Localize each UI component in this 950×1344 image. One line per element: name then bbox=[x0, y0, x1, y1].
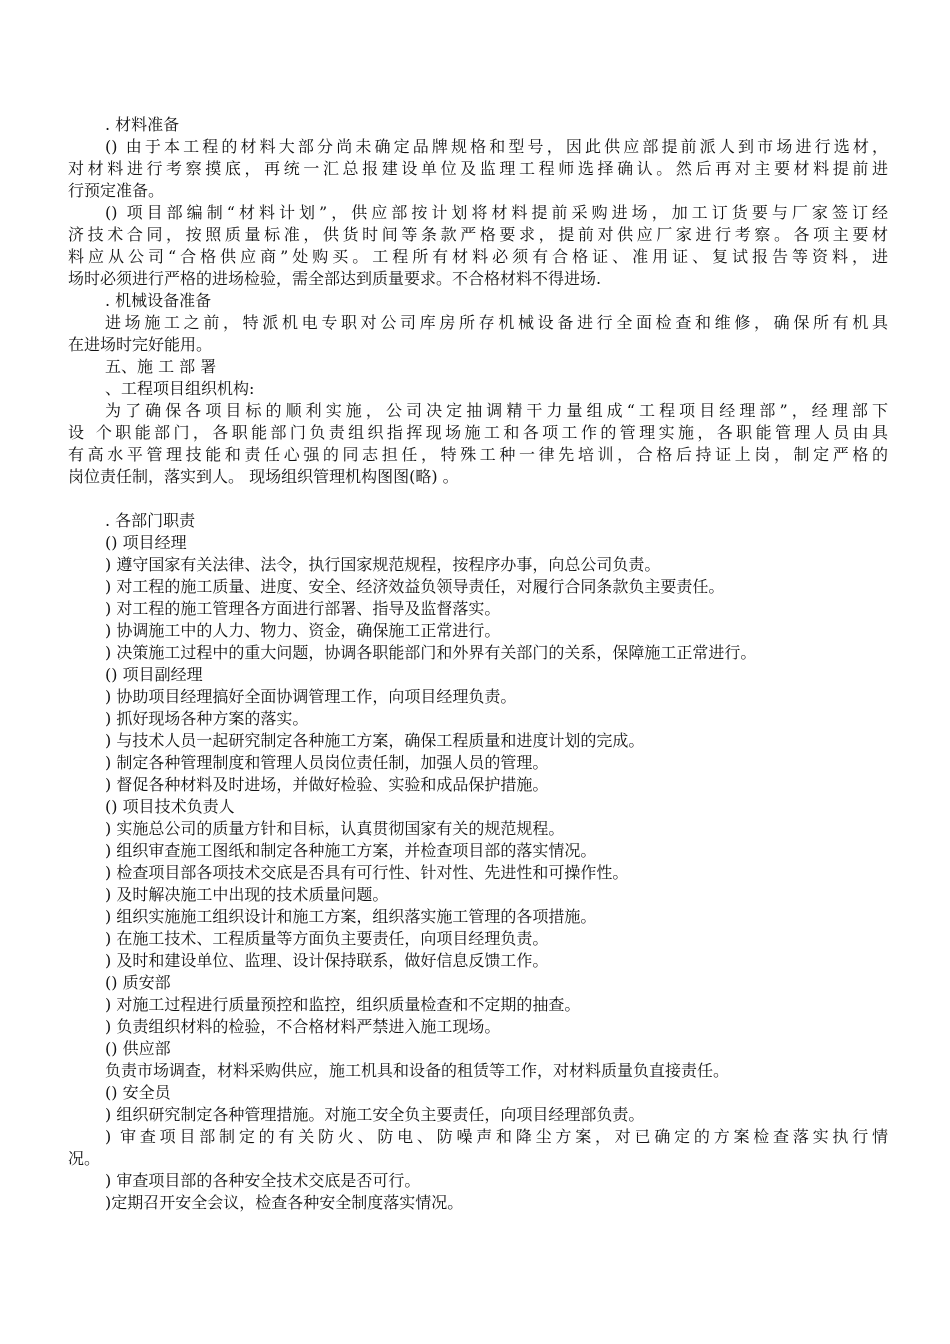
text-line: ) 及时和建设单位、监理、设计保持联系，做好信息反馈工作。 bbox=[105, 951, 549, 970]
text-line: 行预定准备。 bbox=[68, 181, 165, 200]
text-line: ) 与技术人员一起研究制定各种施工方案，确保工程质量和进度计划的完成。 bbox=[105, 731, 645, 750]
text-line: ) 检查项目部各项技术交底是否具有可行性、针对性、先进性和可操作性。 bbox=[105, 863, 629, 882]
text-line: 在进场时完好能用。 bbox=[68, 335, 213, 354]
text-line: ) 负责组织材料的检验，不合格材料严禁进入施工现场。 bbox=[105, 1017, 501, 1036]
text-line: () 质安部 bbox=[105, 973, 171, 992]
text-line: )定期召开安全会议，检查各种安全制度落实情况。 bbox=[105, 1193, 464, 1212]
text-line: ) 督促各种材料及时进场，并做好检验、实验和成品保护措施。 bbox=[105, 775, 549, 794]
text-line: ) 抓好现场各种方案的落实。 bbox=[105, 709, 309, 728]
text-line: . 各部门职责 bbox=[105, 511, 196, 530]
text-line: ) 审查项目部的各种安全技术交底是否可行。 bbox=[105, 1171, 421, 1190]
text-line: ) 对工程的施工质量、进度、安全、经济效益负领导责任，对履行合同条款负主要责任。 bbox=[105, 577, 725, 596]
text-line: ) 实施总公司的质量方针和目标，认真贯彻国家有关的规范规程。 bbox=[105, 819, 565, 838]
text-line: ) 协助项目经理搞好全面协调管理工作，向项目经理负责。 bbox=[105, 687, 517, 706]
text-line: 场时必须进行严格的进场检验，需全部达到质量要求。不合格材料不得进场. bbox=[68, 269, 602, 288]
text-line: ) 在施工技术、工程质量等方面负主要责任，向项目经理负责。 bbox=[105, 929, 549, 948]
text-line: 设 个职能部门，各职能部门负责组织指挥现场施工和各项工作的管理实施，各职能管理人员由具 bbox=[68, 423, 888, 442]
text-line: 为了确保各项目标的顺利实施，公司决定抽调精干力量组成“工程项目经理部”，经理部下 bbox=[105, 401, 888, 420]
document-page bbox=[68, 114, 888, 1214]
text-line bbox=[68, 488, 888, 510]
text-line: () 项目经理 bbox=[105, 533, 187, 552]
text-line: 料应从公司“合格供应商”处购买。工程所有材料必须有合格证、准用证、复试报告等资料，进 bbox=[68, 247, 888, 266]
text-line: 五、施 工 部 署 bbox=[105, 357, 217, 376]
text-line: ) 对工程的施工管理各方面进行部署、指导及监督落实。 bbox=[105, 599, 501, 618]
text-line: 况。 bbox=[68, 1149, 101, 1168]
text-line: ) 组织研究制定各种管理措施。对施工安全负主要责任，向项目经理部负责。 bbox=[105, 1105, 645, 1124]
text-line: () 安全员 bbox=[105, 1083, 171, 1102]
text-line: ) 制定各种管理制度和管理人员岗位责任制，加强人员的管理。 bbox=[105, 753, 549, 772]
text-line: 岗位责任制，落实到人。 现场组织管理机构图图(略) 。 bbox=[68, 467, 459, 486]
text-line: 、工程项目组织机构: bbox=[105, 379, 255, 398]
text-line: ) 遵守国家有关法律、法令，执行国家规范规程，按程序办事，向总公司负责。 bbox=[105, 555, 661, 574]
text-line: 对材料进行考察摸底，再统一汇总报建设单位及监理工程师选择确认。然后再对主要材料提前进 bbox=[68, 159, 888, 178]
text-line: ) 组织审查施工图纸和制定各种施工方案，并检查项目部的落实情况。 bbox=[105, 841, 597, 860]
text-line: 进场施工之前，特派机电专职对公司库房所存机械设备进行全面检查和维修，确保所有机具 bbox=[105, 313, 888, 332]
text-line: () 由于本工程的材料大部分尚未确定品牌规格和型号，因此供应部提前派人到市场进行选材， bbox=[105, 137, 888, 156]
text-line: ) 对施工过程进行质量预控和监控，组织质量检查和不定期的抽查。 bbox=[105, 995, 581, 1014]
text-line: () 项目技术负责人 bbox=[105, 797, 235, 816]
text-line: ) 组织实施施工组织设计和施工方案，组织落实施工管理的各项措施。 bbox=[105, 907, 597, 926]
text-line: ) 决策施工过程中的重大问题，协调各职能部门和外界有关部门的关系，保障施工正常进行。 bbox=[105, 643, 757, 662]
text-line: ) 审查项目部制定的有关防火、防电、防噪声和降尘方案，对已确定的方案检查落实执行情 bbox=[105, 1127, 888, 1146]
text-line: . 材料准备 bbox=[105, 115, 180, 134]
text-line: () 供应部 bbox=[105, 1039, 171, 1058]
text-line: . 机械设备准备 bbox=[105, 291, 212, 310]
text-line: 济技术合同，按照质量标准，供货时间等条款严格要求，提前对供应厂家进行考察。各项主要材 bbox=[68, 225, 888, 244]
text-line: ) 及时解决施工中出现的技术质量问题。 bbox=[105, 885, 389, 904]
text-line: 负责市场调查，材料采购供应，施工机具和设备的租赁等工作，对材料质量负直接责任。 bbox=[105, 1061, 730, 1080]
text-line: () 项目副经理 bbox=[105, 665, 203, 684]
text-line: () 项目部编制“材料计划”，供应部按计划将材料提前采购进场，加工订货要与厂家签订经 bbox=[105, 203, 888, 222]
text-line: ) 协调施工中的人力、物力、资金，确保施工正常进行。 bbox=[105, 621, 501, 640]
text-line: 有高水平管理技能和责任心强的同志担任，特殊工种一律先培训，合格后持证上岗，制定严格的 bbox=[68, 445, 888, 464]
